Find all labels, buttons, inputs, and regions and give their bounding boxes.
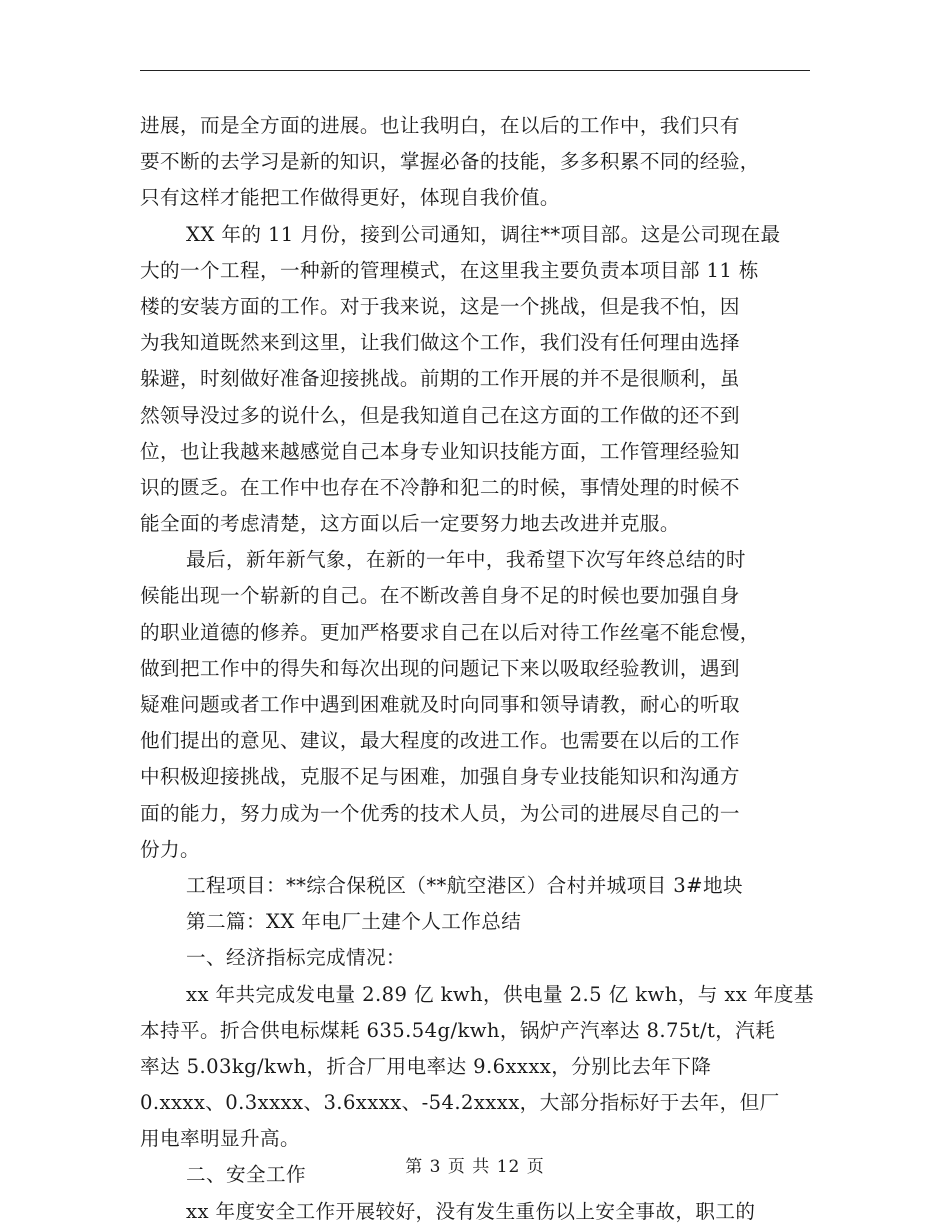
section-heading: 第二篇：XX 年电厂土建个人工作总结 bbox=[186, 910, 522, 934]
text-line: 份力。 bbox=[140, 837, 200, 861]
text-line: 用电率明显升高。 bbox=[140, 1127, 300, 1151]
text-line: xx 年共完成发电量 2.89 亿 kwh，供电量 2.5 亿 kwh，与 xx 年度基 bbox=[186, 982, 814, 1006]
text-line: 0.xxxx、0.3xxxx、3.6xxxx、-54.2xxxx，大部分指标好于去年，但厂 bbox=[140, 1091, 780, 1115]
text-line: 中积极迎接挑战，克服不足与困难，加强自身专业技能知识和沟通方 bbox=[140, 765, 740, 789]
text-line: 疑难问题或者工作中遇到困难就及时向同事和领导请教，耐心的听取 bbox=[140, 693, 740, 716]
text-line: xx 年度安全工作开展较好，没有发生重伤以上安全事故，职工的 bbox=[186, 1199, 756, 1223]
text-line: XX 年的 11 月份，接到公司通知，调往**项目部。这是公司现在最 bbox=[186, 222, 781, 246]
text-line: 要不断的去学习是新的知识，掌握必备的技能，多多积累不同的经验， bbox=[140, 150, 760, 174]
text-line: 躲避，时刻做好准备迎接挑战。前期的工作开展的并不是很顺利，虽 bbox=[140, 367, 740, 391]
text-line: 位，也让我越来越感觉自己本身专业知识技能方面，工作管理经验知 bbox=[140, 439, 740, 463]
text-line: 能全面的考虑清楚，这方面以后一定要努力地去改进并克服。 bbox=[140, 512, 680, 536]
header-rule bbox=[140, 70, 810, 71]
page-number-footer: 第 3 页 共 12 页 bbox=[405, 1157, 545, 1177]
document-body bbox=[140, 108, 814, 1230]
project-line: 工程项目：**综合保税区（**航空港区）合村并城项目 3#地块 bbox=[186, 873, 743, 897]
text-line: 他们提出的意见、建议，最大程度的改进工作。也需要在以后的工作 bbox=[140, 729, 740, 753]
text-line: 识的匮乏。在工作中也存在不冷静和犯二的时候，事情处理的时候不 bbox=[140, 475, 740, 499]
text-line: 本持平。折合供电标煤耗 635.54g/kwh，锅炉产汽率达 8.75t/t，汽耗 bbox=[140, 1018, 776, 1042]
text-line: 大的一个工程，一种新的管理模式，在这里我主要负责本项目部 11 栋 bbox=[140, 258, 759, 282]
text-line: 面的能力，努力成为一个优秀的技术人员，为公司的进展尽自己的一 bbox=[140, 801, 740, 825]
text-line: 率达 5.03kg/kwh，折合厂用电率达 9.6xxxx，分别比去年下降 bbox=[140, 1054, 712, 1078]
text-line: 进展，而是全方面的进展。也让我明白，在以后的工作中，我们只有 bbox=[140, 114, 740, 137]
text-line: 只有这样才能把工作做得更好，体现自我价值。 bbox=[140, 186, 560, 210]
text-line: 然领导没过多的说什么，但是我知道自己在这方面的工作做的还不到 bbox=[140, 403, 740, 427]
subheading: 一、经济指标完成情况： bbox=[186, 946, 406, 970]
text-line: 为我知道既然来到这里，让我们做这个工作，我们没有任何理由选择 bbox=[140, 331, 740, 355]
text-line: 的职业道德的修养。更加严格要求自己在以后对待工作丝毫不能怠慢， bbox=[140, 620, 760, 644]
text-line: 最后，新年新气象，在新的一年中，我希望下次写年终总结的时 bbox=[186, 548, 746, 572]
text-line: 候能出现一个崭新的自己。在不断改善自身不足的时候也要加强自身 bbox=[140, 584, 740, 608]
text-line: 楼的安装方面的工作。对于我来说，这是一个挑战，但是我不怕，因 bbox=[140, 294, 740, 318]
text-line: 做到把工作中的得失和每次出现的问题记下来以吸取经验教训，遇到 bbox=[140, 656, 740, 680]
subheading: 二、安全工作 bbox=[186, 1163, 306, 1187]
